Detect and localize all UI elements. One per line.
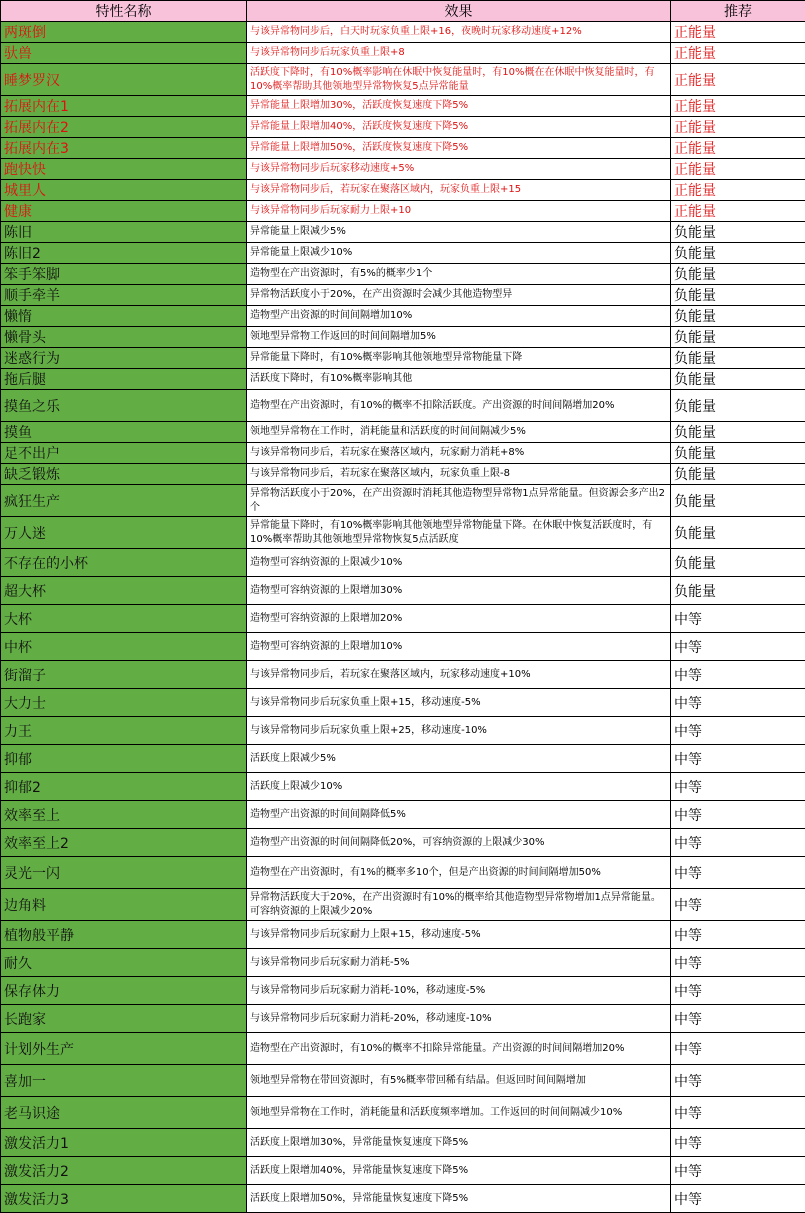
- trait-recommendation: 中等: [671, 921, 805, 949]
- trait-effect: 异常能量上限减少5%: [247, 222, 671, 243]
- trait-name: 长跑家: [1, 1005, 247, 1033]
- trait-name: 不存在的小杯: [1, 549, 247, 577]
- trait-recommendation: 负能量: [671, 517, 805, 549]
- trait-name: 陈旧2: [1, 243, 247, 264]
- trait-name: 耐久: [1, 949, 247, 977]
- trait-effect: 领地型异常物工作返回的时间间隔增加5%: [247, 327, 671, 348]
- trait-recommendation: 中等: [671, 1185, 805, 1213]
- trait-recommendation: 中等: [671, 605, 805, 633]
- trait-name: 力王: [1, 717, 247, 745]
- trait-recommendation: 负能量: [671, 243, 805, 264]
- trait-effect: 与该异常物同步后玩家负重上限+15，移动速度-5%: [247, 689, 671, 717]
- trait-name: 顺手牵羊: [1, 285, 247, 306]
- table-row: [1, 159, 805, 180]
- trait-name: 缺乏锻炼: [1, 464, 247, 485]
- table-row: [1, 201, 805, 222]
- trait-effect: 与该异常物同步后，若玩家在聚落区域内，玩家耐力消耗+8%: [247, 443, 671, 464]
- trait-name: 拓展内在3: [1, 138, 247, 159]
- trait-effect: 造物型产出资源的时间间隔增加10%: [247, 306, 671, 327]
- trait-name: 激发活力2: [1, 1157, 247, 1185]
- trait-effect: 造物型可容纳资源的上限增加10%: [247, 633, 671, 661]
- trait-recommendation: 负能量: [671, 222, 805, 243]
- trait-effect: 异常物活跃度小于20%，在产出资源时会减少其他造物型异: [247, 285, 671, 306]
- trait-recommendation: 中等: [671, 689, 805, 717]
- trait-name: 效率至上: [1, 801, 247, 829]
- trait-effect: 造物型在产出资源时，有1%的概率多10个，但是产出资源的时间间隔增加50%: [247, 857, 671, 889]
- table-row: [1, 306, 805, 327]
- trait-recommendation: 正能量: [671, 159, 805, 180]
- trait-effect: 领地型异常物在工作时，消耗能量和活跃度的时间间隔减少5%: [247, 422, 671, 443]
- table-row: [1, 117, 805, 138]
- table-row: [1, 1157, 805, 1185]
- trait-effect: 造物型产出资源的时间间隔降低20%，可容纳资源的上限减少30%: [247, 829, 671, 857]
- table-row: [1, 1033, 805, 1065]
- trait-name: 抑郁2: [1, 773, 247, 801]
- trait-name: 懒惰: [1, 306, 247, 327]
- trait-recommendation: 负能量: [671, 327, 805, 348]
- table-row: [1, 605, 805, 633]
- trait-effect: 与该异常物同步后玩家负重上限+8: [247, 43, 671, 64]
- trait-name: 街溜子: [1, 661, 247, 689]
- trait-effect: 活跃度下降时，有10%概率影响在休眠中恢复能量时，有10%概在在休眠中恢复能量时，有10%概率帮助其他领地型异常物恢复5点异常能量: [247, 64, 671, 96]
- trait-recommendation: 中等: [671, 1065, 805, 1097]
- header-row: [1, 1, 805, 22]
- trait-recommendation: 负能量: [671, 485, 805, 517]
- table-row: [1, 285, 805, 306]
- table-row: [1, 222, 805, 243]
- trait-effect: 领地型异常物在带回资源时，有5%概率带回稀有结晶。但返回时间间隔增加: [247, 1065, 671, 1097]
- trait-name: 万人迷: [1, 517, 247, 549]
- trait-recommendation: 负能量: [671, 464, 805, 485]
- trait-effect: 活跃度上限增加40%，异常能量恢复速度下降5%: [247, 1157, 671, 1185]
- table-row: [1, 243, 805, 264]
- trait-recommendation: 正能量: [671, 96, 805, 117]
- table-row: [1, 801, 805, 829]
- table-row: [1, 264, 805, 285]
- table-row: [1, 443, 805, 464]
- trait-effect: 与该异常物同步后玩家移动速度+5%: [247, 159, 671, 180]
- trait-name: 效率至上2: [1, 829, 247, 857]
- trait-name: 笨手笨脚: [1, 264, 247, 285]
- table-row: [1, 829, 805, 857]
- table-row: [1, 633, 805, 661]
- trait-recommendation: 中等: [671, 717, 805, 745]
- table-row: [1, 348, 805, 369]
- trait-recommendation: 负能量: [671, 285, 805, 306]
- trait-name: 驮兽: [1, 43, 247, 64]
- trait-effect: 造物型产出资源的时间间隔降低5%: [247, 801, 671, 829]
- trait-recommendation: 正能量: [671, 43, 805, 64]
- trait-effect: 活跃度上限增加50%，异常能量恢复速度下降5%: [247, 1185, 671, 1213]
- trait-recommendation: 正能量: [671, 180, 805, 201]
- trait-recommendation: 中等: [671, 857, 805, 889]
- trait-effect: 与该异常物同步后，若玩家在聚落区域内，玩家负重上限-8: [247, 464, 671, 485]
- table-row: [1, 949, 805, 977]
- trait-name: 灵光一闪: [1, 857, 247, 889]
- table-row: [1, 1097, 805, 1129]
- trait-effect: 活跃度上限增加30%，异常能量恢复速度下降5%: [247, 1129, 671, 1157]
- trait-name: 老马识途: [1, 1097, 247, 1129]
- table-row: [1, 43, 805, 64]
- trait-recommendation: 中等: [671, 1157, 805, 1185]
- table-row: [1, 422, 805, 443]
- table-row: [1, 180, 805, 201]
- trait-name: 拓展内在2: [1, 117, 247, 138]
- trait-recommendation: 中等: [671, 633, 805, 661]
- trait-effect: 与该异常物同步后，白天时玩家负重上限+16，夜晚时玩家移动速度+12%: [247, 22, 671, 43]
- table-row: [1, 1185, 805, 1213]
- header-effect: 效果: [247, 1, 671, 22]
- trait-name: 植物般平静: [1, 921, 247, 949]
- table-row: [1, 745, 805, 773]
- trait-recommendation: 负能量: [671, 369, 805, 390]
- trait-effect: 造物型在产出资源时，有5%的概率少1个: [247, 264, 671, 285]
- trait-recommendation: 中等: [671, 1097, 805, 1129]
- trait-effect: 活跃度下降时，有10%概率影响其他: [247, 369, 671, 390]
- trait-effect: 异常物活跃度小于20%，在产出资源时消耗其他造物型异常物1点异常能量。但资源会多产出2个: [247, 485, 671, 517]
- trait-name: 激发活力1: [1, 1129, 247, 1157]
- trait-name: 超大杯: [1, 577, 247, 605]
- trait-recommendation: 中等: [671, 1129, 805, 1157]
- trait-name: 健康: [1, 201, 247, 222]
- trait-name: 拖后腿: [1, 369, 247, 390]
- header-recommendation: 推荐: [671, 1, 805, 22]
- table-row: [1, 773, 805, 801]
- table-row: [1, 717, 805, 745]
- trait-name: 足不出户: [1, 443, 247, 464]
- trait-effect: 造物型可容纳资源的上限增加30%: [247, 577, 671, 605]
- table-row: [1, 1005, 805, 1033]
- table-row: [1, 22, 805, 43]
- table-row: [1, 464, 805, 485]
- trait-effect: 异常能量上限增加50%，活跃度恢复速度下降5%: [247, 138, 671, 159]
- trait-name: 中杯: [1, 633, 247, 661]
- table-row: [1, 857, 805, 889]
- trait-name: 迷惑行为: [1, 348, 247, 369]
- trait-name: 懒骨头: [1, 327, 247, 348]
- trait-name: 城里人: [1, 180, 247, 201]
- trait-recommendation: 负能量: [671, 390, 805, 422]
- trait-recommendation: 中等: [671, 773, 805, 801]
- trait-effect: 造物型在产出资源时，有10%的概率不扣除异常能量。产出资源的时间间隔增加20%: [247, 1033, 671, 1065]
- trait-recommendation: 负能量: [671, 306, 805, 327]
- trait-recommendation: 负能量: [671, 422, 805, 443]
- trait-name: 大力士: [1, 689, 247, 717]
- trait-effect: 活跃度上限减少5%: [247, 745, 671, 773]
- trait-recommendation: 负能量: [671, 264, 805, 285]
- trait-effect: 与该异常物同步后玩家负重上限+25，移动速度-10%: [247, 717, 671, 745]
- table-row: [1, 661, 805, 689]
- trait-effect: 与该异常物同步后玩家耐力消耗-5%: [247, 949, 671, 977]
- table-body: [1, 22, 805, 1213]
- table-row: [1, 64, 805, 96]
- trait-effect: 与该异常物同步后玩家耐力上限+15，移动速度-5%: [247, 921, 671, 949]
- trait-recommendation: 中等: [671, 949, 805, 977]
- trait-name: 摸鱼: [1, 422, 247, 443]
- table-row: [1, 889, 805, 921]
- trait-effect: 与该异常物同步后玩家耐力消耗-10%，移动速度-5%: [247, 977, 671, 1005]
- trait-effect: 异常能量上限减少10%: [247, 243, 671, 264]
- trait-recommendation: 中等: [671, 801, 805, 829]
- trait-recommendation: 中等: [671, 661, 805, 689]
- trait-effect: 异常能量下降时，有10%概率影响其他领地型异常物能量下降: [247, 348, 671, 369]
- trait-recommendation: 中等: [671, 889, 805, 921]
- trait-name: 睡梦罗汉: [1, 64, 247, 96]
- trait-effect: 异常能量上限增加40%，活跃度恢复速度下降5%: [247, 117, 671, 138]
- trait-recommendation: 中等: [671, 829, 805, 857]
- trait-recommendation: 负能量: [671, 348, 805, 369]
- table-row: [1, 921, 805, 949]
- trait-recommendation: 正能量: [671, 117, 805, 138]
- trait-name: 摸鱼之乐: [1, 390, 247, 422]
- trait-effect: 异常物活跃度大于20%，在产出资源时有10%的概率给其他造物型异常物增加1点异常能量。可容纳资源的上限减少20%: [247, 889, 671, 921]
- table-row: [1, 485, 805, 517]
- table-row: [1, 1065, 805, 1097]
- table-row: [1, 689, 805, 717]
- trait-name: 保存体力: [1, 977, 247, 1005]
- trait-recommendation: 负能量: [671, 549, 805, 577]
- trait-effect: 与该异常物同步后，若玩家在聚落区域内，玩家负重上限+15: [247, 180, 671, 201]
- trait-name: 疯狂生产: [1, 485, 247, 517]
- table-row: [1, 1129, 805, 1157]
- table-row: [1, 577, 805, 605]
- trait-recommendation: 中等: [671, 1033, 805, 1065]
- trait-name: 激发活力3: [1, 1185, 247, 1213]
- trait-name: 陈旧: [1, 222, 247, 243]
- trait-effect: 与该异常物同步后，若玩家在聚落区域内，玩家移动速度+10%: [247, 661, 671, 689]
- trait-effect: 造物型可容纳资源的上限减少10%: [247, 549, 671, 577]
- trait-recommendation: 正能量: [671, 22, 805, 43]
- trait-name: 计划外生产: [1, 1033, 247, 1065]
- trait-effect: 活跃度上限减少10%: [247, 773, 671, 801]
- trait-recommendation: 正能量: [671, 138, 805, 159]
- trait-recommendation: 中等: [671, 745, 805, 773]
- trait-recommendation: 正能量: [671, 201, 805, 222]
- table-row: [1, 96, 805, 117]
- trait-effect: 与该异常物同步后玩家耐力上限+10: [247, 201, 671, 222]
- table-row: [1, 977, 805, 1005]
- trait-name: 喜加一: [1, 1065, 247, 1097]
- trait-effect: 造物型在产出资源时，有10%的概率不扣除活跃度。产出资源的时间间隔增加20%: [247, 390, 671, 422]
- trait-name: 两斑倒: [1, 22, 247, 43]
- trait-name: 跑快快: [1, 159, 247, 180]
- header-name: 特性名称: [1, 1, 247, 22]
- trait-effect: 异常能量下降时，有10%概率影响其他领地型异常物能量下降。在休眠中恢复活跃度时，有10%概率帮助其他领地型异常物恢复5点活跃度: [247, 517, 671, 549]
- trait-recommendation: 正能量: [671, 64, 805, 96]
- trait-name: 抑郁: [1, 745, 247, 773]
- table-row: [1, 369, 805, 390]
- trait-name: 大杯: [1, 605, 247, 633]
- trait-recommendation: 负能量: [671, 443, 805, 464]
- trait-recommendation: 中等: [671, 1005, 805, 1033]
- trait-effect: 异常能量上限增加30%，活跃度恢复速度下降5%: [247, 96, 671, 117]
- table-row: [1, 327, 805, 348]
- trait-name: 拓展内在1: [1, 96, 247, 117]
- trait-effect: 领地型异常物在工作时，消耗能量和活跃度频率增加。工作返回的时间间隔减少10%: [247, 1097, 671, 1129]
- trait-effect: 造物型可容纳资源的上限增加20%: [247, 605, 671, 633]
- trait-name: 边角料: [1, 889, 247, 921]
- trait-recommendation: 中等: [671, 977, 805, 1005]
- trait-recommendation: 负能量: [671, 577, 805, 605]
- table-row: [1, 390, 805, 422]
- table-row: [1, 138, 805, 159]
- trait-effect: 与该异常物同步后玩家耐力消耗-20%，移动速度-10%: [247, 1005, 671, 1033]
- table-row: [1, 517, 805, 549]
- table-row: [1, 549, 805, 577]
